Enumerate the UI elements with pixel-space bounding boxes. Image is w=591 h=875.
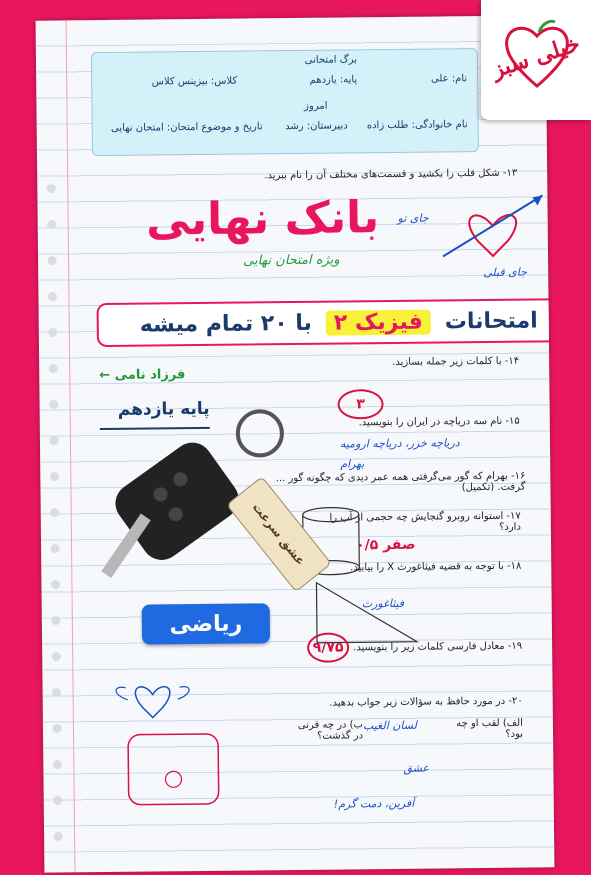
smiley-note-doodle [123,729,224,810]
love-answer: عشق [403,761,430,775]
question-20a: الف) لقب او چه بود؟ [456,717,524,740]
heart-arrow-doodle [437,185,548,276]
book-subtitle: ویژه امتحان نهایی [243,252,340,269]
question-16: ۱۶- بهرام که گور می‌گرفتی همه عمر دیدی که چگونه گور ... گرفت. (تکمیل) [275,470,526,494]
today-label: امروز [304,100,328,112]
margin-line [66,20,76,872]
binding-holes [45,170,64,852]
grade-label: پایه یازدهم [100,399,210,430]
banner-subject: فیزیک ۲ [326,309,431,335]
question-19: ۱۹- معادل فارسی کلمات زیر را بنویسید. [353,640,523,654]
banner-part1: امتحانات [444,307,538,334]
question-13: ۱۳- شکل قلب را بکشید و قسمت‌های مختلف آن را نام ببرید. [264,167,518,182]
keychain-tag-text: عشق سرعت [249,500,308,569]
heart-label-2: جای قبلی [483,265,527,280]
book-title: بانک نهایی [145,192,380,246]
score-circle-grade: ۹/۷۵ [307,632,349,662]
heart-label-1: جای تو [397,211,429,225]
question-17: ۱۷- استوانه روبرو گنجایش چه حجمی از آب را دارد؟ [329,510,521,533]
winged-heart-doodle [107,659,198,730]
question-14: ۱۴- با کلمات زیر جمله بسازید. [392,355,520,368]
title-block [92,192,423,295]
pythagoras-answer: فیثاغورث [361,596,405,611]
name-field: نام: علی [430,73,468,85]
question-15: ۱۵- نام سه دریاچه در ایران را بنویسید. [358,415,520,429]
score-circle-3: ۳ [337,389,383,419]
lakes-answer: دریاچه خزر، دریاچه ارومیه [339,436,460,451]
author-name: فرزاد نامی ← [99,367,186,384]
publisher-logo-text: خیلی سبز [488,30,584,84]
sheet-label: برگ امتحانی [304,54,358,66]
question-18: ۱۸- با توجه به قضیه فیثاغورث X را بیابید. [350,560,522,574]
student-info-box [91,48,479,156]
question-20b: ب) در چه قرنی در گذشت؟ [297,719,364,742]
class-field: کلاس: بیزینس کلاس [151,75,238,88]
hafez-answer: لسان الغیب [362,718,417,733]
publisher-logo [481,0,591,120]
subject-banner [97,298,555,347]
final-comment: آفرین، دمت گرم! [333,796,415,811]
grade-field: پایه: یازدهم [309,74,358,86]
school-field: دبیرستان: رشد [285,120,348,133]
bahram-word: بهرام [340,457,365,471]
exam-paper [36,15,555,872]
math-badge: ریاضی [142,603,270,644]
question-20: ۲۰- در مورد حافظ به سؤالات زیر جواب بدهید. [329,695,523,709]
family-field: نام خانوادگی: طلب زاده [366,119,468,132]
exam-date-field: تاریخ و موضوع امتحان: امتحان نهایی [110,121,263,134]
score-half: ۰/۵ صفر [355,536,416,554]
banner-part2: با ۲۰ تمام میشه [139,310,312,338]
